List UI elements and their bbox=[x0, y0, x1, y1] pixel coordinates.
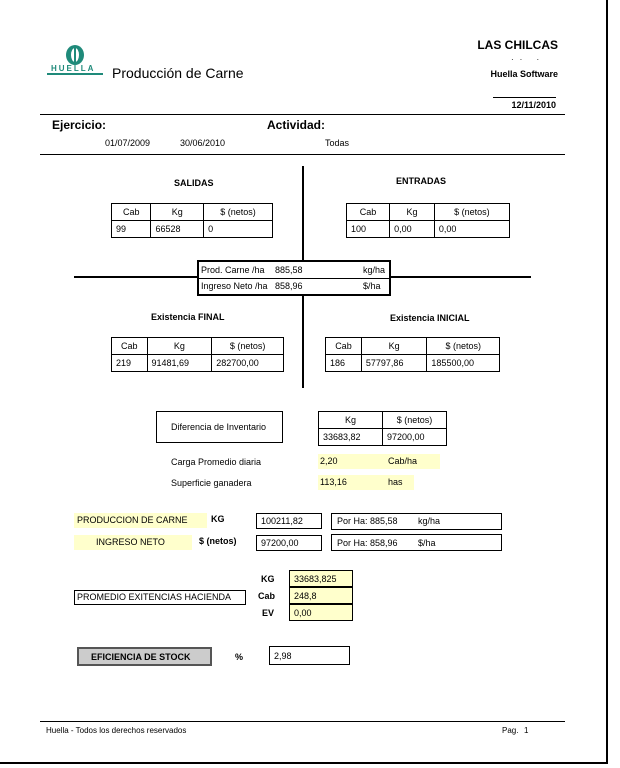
prod-carne-ha-value: 885,58 bbox=[275, 265, 303, 275]
ingreso-value: 97200,00 bbox=[261, 538, 299, 548]
promedio-ev-value: 0,00 bbox=[294, 608, 312, 618]
cross-vertical-bottom bbox=[302, 295, 304, 388]
salidas-value-kg: 66528 bbox=[151, 221, 204, 238]
ingreso-label: INGRESO NETO bbox=[74, 535, 192, 550]
produccion-por-ha-unit: kg/ha bbox=[418, 516, 441, 526]
inicial-header-kg: Kg bbox=[361, 338, 427, 355]
inicial-value-netos: 185500,00 bbox=[427, 355, 500, 372]
eficiencia-label: EFICIENCIA DE STOCK bbox=[91, 652, 191, 662]
salidas-title: SALIDAS bbox=[174, 178, 214, 188]
salidas-header-cab: Cab bbox=[112, 204, 151, 221]
actividad-label: Actividad: bbox=[267, 118, 326, 132]
produccion-label: PRODUCCION DE CARNE bbox=[74, 513, 207, 528]
entradas-value-kg: 0,00 bbox=[390, 221, 435, 238]
inicial-value-cab: 186 bbox=[326, 355, 362, 372]
salidas-value-netos: 0 bbox=[204, 221, 273, 238]
diferencia-header-kg: Kg bbox=[319, 412, 383, 429]
ingreso-por-ha-unit: $/ha bbox=[418, 538, 436, 548]
entradas-header-kg: Kg bbox=[390, 204, 435, 221]
produccion-por-ha-label: Por Ha: 885,58 bbox=[337, 516, 398, 526]
diferencia-table bbox=[318, 411, 447, 446]
ingreso-neto-ha-unit: $/ha bbox=[363, 281, 381, 291]
inicial-value-kg: 57797,86 bbox=[361, 355, 427, 372]
carga-label: Carga Promedio diaria bbox=[171, 457, 262, 467]
entradas-table bbox=[346, 203, 510, 238]
produccion-unit-label: KG bbox=[211, 514, 225, 524]
promedio-kg-box bbox=[289, 570, 353, 587]
logo-text: HUELLA bbox=[51, 64, 96, 73]
per-hectare-box bbox=[197, 260, 391, 296]
cross-horizontal-left bbox=[74, 276, 198, 278]
entradas-header-netos: $ (netos) bbox=[434, 204, 509, 221]
cross-vertical-top bbox=[302, 166, 304, 263]
salidas-header-kg: Kg bbox=[151, 204, 204, 221]
footer-rule bbox=[40, 721, 565, 722]
logo-icon bbox=[45, 44, 105, 80]
diferencia-value-netos: 97200,00 bbox=[383, 429, 447, 446]
superficie-unit: has bbox=[388, 475, 414, 490]
promedio-cab-value: 248,8 bbox=[294, 591, 317, 601]
eficiencia-label-box bbox=[77, 647, 212, 666]
entradas-value-cab: 100 bbox=[347, 221, 390, 238]
eficiencia-unit: % bbox=[235, 652, 244, 662]
inicial-header-cab: Cab bbox=[326, 338, 362, 355]
inicial-header-netos: $ (netos) bbox=[427, 338, 500, 355]
existencia-inicial-table bbox=[325, 337, 500, 372]
salidas-value-cab: 99 bbox=[112, 221, 151, 238]
footer-rights: Huella - Todos los derechos reservados bbox=[46, 726, 187, 735]
carga-value: 2,20 bbox=[318, 454, 388, 469]
period-rule bbox=[40, 154, 565, 155]
existencia-final-table bbox=[111, 337, 284, 372]
existencia-final-title: Existencia FINAL bbox=[151, 312, 225, 322]
promedio-ev-label: EV bbox=[262, 608, 275, 618]
diferencia-label-box bbox=[156, 411, 283, 443]
produccion-value-box bbox=[256, 513, 322, 529]
prod-carne-ha-unit: kg/ha bbox=[363, 265, 386, 275]
header-dots: ·· · bbox=[511, 55, 546, 64]
final-value-cab: 219 bbox=[112, 355, 148, 372]
ejercicio-label: Ejercicio: bbox=[52, 118, 107, 132]
produccion-value: 100211,82 bbox=[261, 516, 303, 526]
actividad-value: Todas bbox=[325, 138, 350, 148]
diferencia-label: Diferencia de Inventario bbox=[171, 422, 267, 432]
period-end: 30/06/2010 bbox=[180, 138, 226, 148]
produccion-por-ha-box bbox=[331, 513, 502, 530]
report-title: Producción de Carne bbox=[112, 65, 244, 81]
salidas-header-netos: $ (netos) bbox=[204, 204, 273, 221]
promedio-label-box bbox=[74, 590, 246, 605]
ingreso-neto-ha-value: 858,96 bbox=[275, 281, 303, 291]
promedio-cab-label: Cab bbox=[258, 591, 276, 601]
prod-carne-ha-label: Prod. Carne /ha bbox=[201, 265, 265, 275]
period-start: 01/07/2009 bbox=[105, 138, 151, 148]
promedio-cab-box bbox=[289, 587, 353, 604]
final-header-netos: $ (netos) bbox=[212, 338, 284, 355]
final-value-kg: 91481,69 bbox=[147, 355, 212, 372]
huella-logo bbox=[45, 44, 105, 80]
report-date: 12/11/2010 bbox=[511, 100, 556, 110]
final-header-kg: Kg bbox=[147, 338, 212, 355]
diferencia-value-kg: 33683,82 bbox=[319, 429, 383, 446]
footer-page-label: Pag. bbox=[502, 726, 519, 735]
footer-page-number: 1 bbox=[524, 726, 529, 735]
superficie-label: Superficie ganadera bbox=[171, 478, 252, 488]
superficie-value: 113,16 bbox=[318, 475, 388, 490]
entradas-value-netos: 0,00 bbox=[434, 221, 509, 238]
promedio-label: PROMEDIO EXITENCIAS HACIENDA bbox=[77, 592, 232, 602]
carga-unit: Cab/ha bbox=[388, 454, 440, 469]
per-hectare-divider bbox=[199, 278, 389, 279]
ingreso-neto-ha-label: Ingreso Neto /ha bbox=[201, 281, 268, 291]
date-rule bbox=[493, 97, 556, 98]
promedio-ev-box bbox=[289, 604, 353, 621]
salidas-table bbox=[111, 203, 273, 238]
company-name: LAS CHILCAS bbox=[477, 38, 558, 52]
ingreso-unit-label: $ (netos) bbox=[199, 536, 237, 546]
final-header-cab: Cab bbox=[112, 338, 148, 355]
diferencia-header-netos: $ (netos) bbox=[383, 412, 447, 429]
entradas-header-cab: Cab bbox=[347, 204, 390, 221]
ingreso-value-box bbox=[256, 535, 322, 551]
eficiencia-value: 2,98 bbox=[274, 651, 292, 661]
entradas-title: ENTRADAS bbox=[396, 176, 447, 186]
cross-horizontal-right bbox=[390, 276, 531, 278]
final-value-netos: 282700,00 bbox=[212, 355, 284, 372]
existencia-inicial-title: Existencia INICIAL bbox=[390, 313, 470, 323]
header-rule bbox=[40, 114, 565, 115]
eficiencia-value-box bbox=[269, 646, 350, 665]
promedio-kg-value: 33683,825 bbox=[294, 574, 337, 584]
ingreso-por-ha-label: Por Ha: 858,96 bbox=[337, 538, 398, 548]
promedio-kg-label: KG bbox=[261, 574, 275, 584]
ingreso-por-ha-box bbox=[331, 534, 502, 551]
software-name: Huella Software bbox=[490, 69, 558, 79]
